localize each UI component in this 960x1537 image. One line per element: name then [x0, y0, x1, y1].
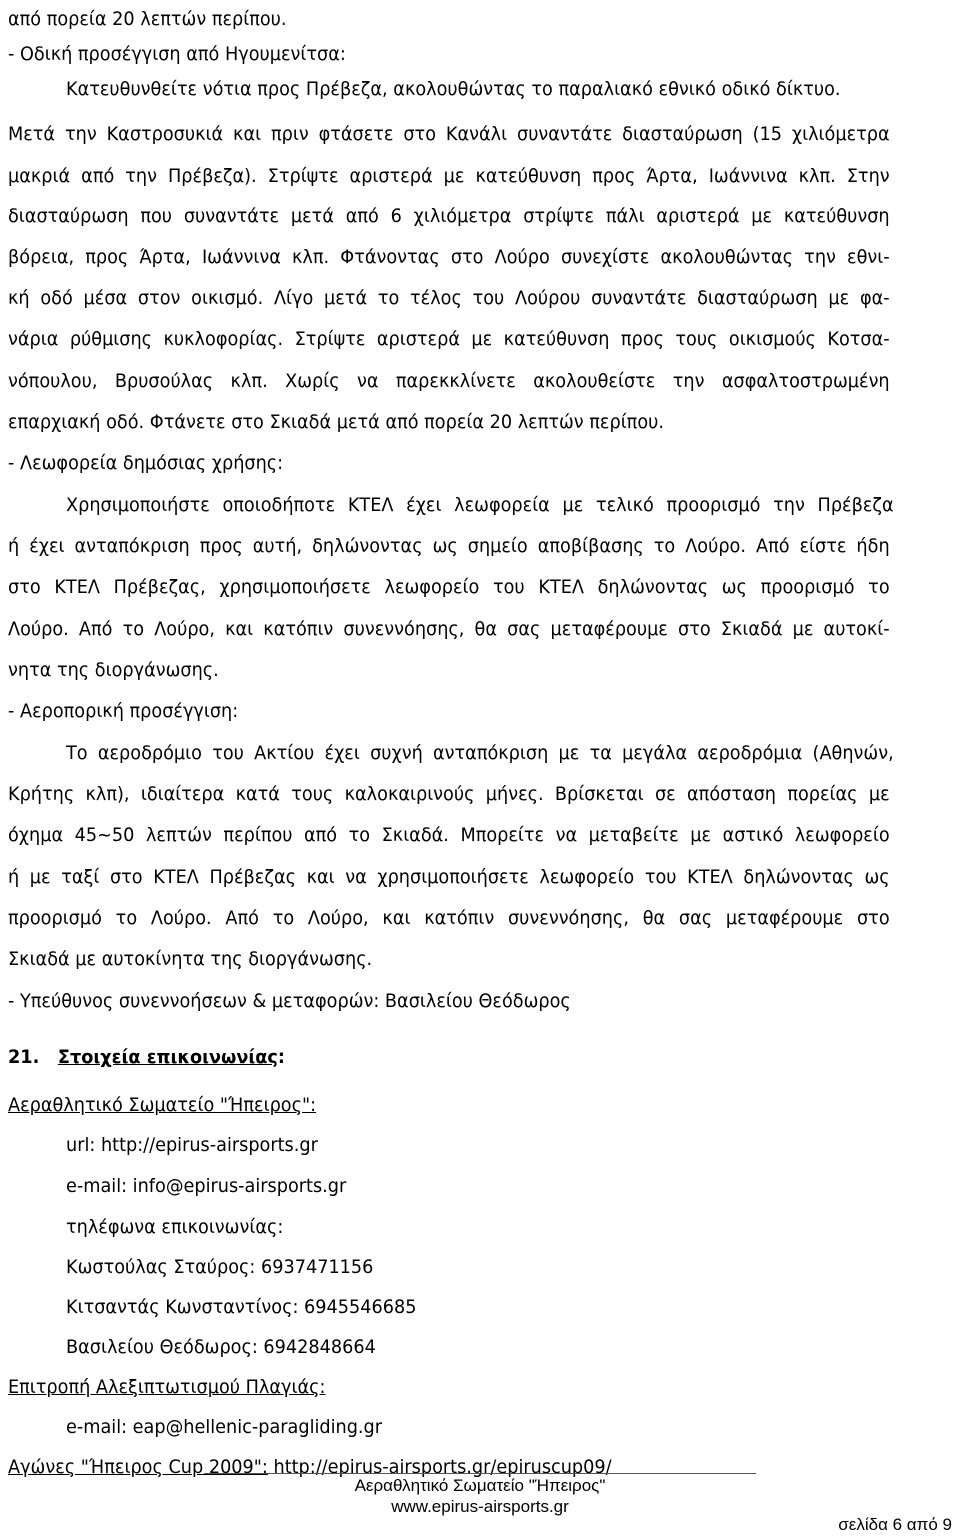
footer-site[interactable]: www.epirus-airsports.gr — [391, 1497, 569, 1516]
text-line: κή οδό μέσα στον οικισμό. Λίγο μετά το τέλος του Λούρου συναντάτε διασταύρωση με φα- — [8, 287, 890, 309]
club-heading: Αεραθλητικό Σωματείο "Ήπειρος": — [8, 1094, 317, 1116]
text-line: νάρια ρύθμισης κυκλοφορίας. Στρίψτε αριστερά με κατεύθυνση προς τους οικισμούς Κοτσα- — [8, 328, 890, 350]
club-url[interactable]: url: http://epirus-airsports.gr — [66, 1134, 318, 1156]
club-email[interactable]: e-mail: info@epirus-airsports.gr — [66, 1175, 347, 1197]
cup-label: Αγώνες "Ήπειρος Cup 2009": — [8, 1456, 268, 1478]
text-line: προορισμό το Λούρο. Από το Λούρο, και κατόπιν συνεννόησης, θα σας μεταφέρουμε στο — [8, 907, 890, 929]
footer-org: Αεραθλητικό Σωματείο "Ήπειρος" — [354, 1476, 606, 1495]
text-line: νητα της διοργάνωσης. — [8, 659, 219, 681]
phones-label: τηλέφωνα επικοινωνίας: — [66, 1216, 284, 1238]
committee-heading: Επιτροπή Αλεξιπτωτισμού Πλαγιάς: — [8, 1376, 326, 1398]
text-line: από πορεία 20 λεπτών περίπου. — [8, 8, 287, 30]
text-line: ή με ταξί στο ΚΤΕΛ Πρέβεζας και να χρησιμοποιήσετε λεωφορείο του ΚΤΕΛ δηλώνοντας ως — [8, 866, 890, 888]
phone-contact: Κωστούλας Σταύρος: 6937471156 — [66, 1256, 374, 1278]
text-line: επαρχιακή οδό. Φτάνετε στο Σκιαδά μετά από πορεία 20 λεπτών περίπου. — [8, 411, 664, 433]
cup-url[interactable]: http://epirus-airsports.gr/epiruscup09/ — [267, 1456, 612, 1478]
phone-contact: Κιτσαντάς Κωνσταντίνος: 6945546685 — [66, 1296, 417, 1318]
text-line: Κατευθυνθείτε νότια προς Πρέβεζα, ακολουθώντας το παραλιακό εθνικό οδικό δίκτυο. — [66, 78, 841, 100]
footer-divider — [204, 1473, 756, 1474]
text-line: Χρησιμοποιήστε οποιοδήποτε ΚΤΕΛ έχει λεωφορεία με τελικό προορισμό την Πρέβεζα — [66, 494, 894, 516]
list-item-transport-coordinator: - Υπεύθυνος συνεννοήσεων & μεταφορών: Βασιλείου Θεόδωρος — [8, 990, 571, 1012]
text-line: Λούρο. Από το Λούρο, και κατόπιν συνεννόησης, θα σας μεταφέρουμε στο Σκιαδά με αυτοκί- — [8, 618, 890, 640]
text-line: Το αεροδρόμιο του Ακτίου έχει συχνή ανταπόκριση με τα μεγάλα αεροδρόμια (Αθηνών, — [66, 742, 894, 764]
section-number: 21. — [8, 1046, 40, 1068]
text-line: Σκιαδά με αυτοκίνητα της διοργάνωσης. — [8, 948, 373, 970]
list-item-public-bus: - Λεωφορεία δημόσιας χρήσης: — [8, 452, 284, 474]
text-line: διασταύρωση που συναντάτε μετά από 6 χιλιόμετρα στρίψτε πάλι αριστερά με κατεύθυνση — [8, 205, 890, 227]
section-heading — [8, 1040, 890, 1074]
section-title: Στοιχεία επικοινωνίας — [57, 1046, 278, 1068]
text-line: νόπουλου, Βρυσούλας κλπ. Χωρίς να παρεκκλίνετε ακολουθείστε την ασφαλτοστρωμένη — [8, 370, 890, 392]
committee-email[interactable]: e-mail: eap@hellenic-paragliding.gr — [66, 1416, 383, 1438]
text-line: Μετά την Καστροσυκιά και πριν φτάσετε στο Κανάλι συναντάτε διασταύρωση (15 χιλιόμετρα — [8, 123, 890, 145]
text-line: στο ΚΤΕΛ Πρέβεζας, χρησιμοποιήσετε λεωφορείο του ΚΤΕΛ δηλώνοντας ως προορισμό το — [8, 576, 890, 598]
text-line: μακριά από την Πρέβεζα). Στρίψτε αριστερά με κατεύθυνση προς Άρτα, Ιωάννινα κλπ. Στην — [8, 165, 890, 187]
phone-contact: Βασιλείου Θεόδωρος: 6942848664 — [66, 1336, 376, 1358]
text-line: Κρήτης κλπ), ιδιαίτερα κατά τους καλοκαιρινούς μήνες. Βρίσκεται σε απόσταση πορείας με — [8, 783, 890, 805]
text-line: όχημα 45~50 λεπτών περίπου από το Σκιαδά. Μπορείτε να μεταβείτε με αστικό λεωφορείο — [8, 824, 890, 846]
text-line: βόρεια, προς Άρτα, Ιωάννινα κλπ. Φτάνοντας στο Λούρο συνεχίστε ακολουθώντας την εθνι- — [8, 246, 890, 268]
list-item-air-access: - Αεροπορική προσέγγιση: — [8, 700, 239, 722]
section-colon: : — [277, 1046, 285, 1068]
page-number: σελίδα 6 από 9 — [838, 1515, 952, 1534]
text-line: ή έχει ανταπόκριση προς αυτή, δηλώνοντας ως σημείο αποβίβασης το Λούρο. Από είστε ήδη — [8, 535, 890, 557]
list-item-road-igoumenitsa: - Οδική προσέγγιση από Ηγουμενίτσα: — [8, 43, 346, 65]
